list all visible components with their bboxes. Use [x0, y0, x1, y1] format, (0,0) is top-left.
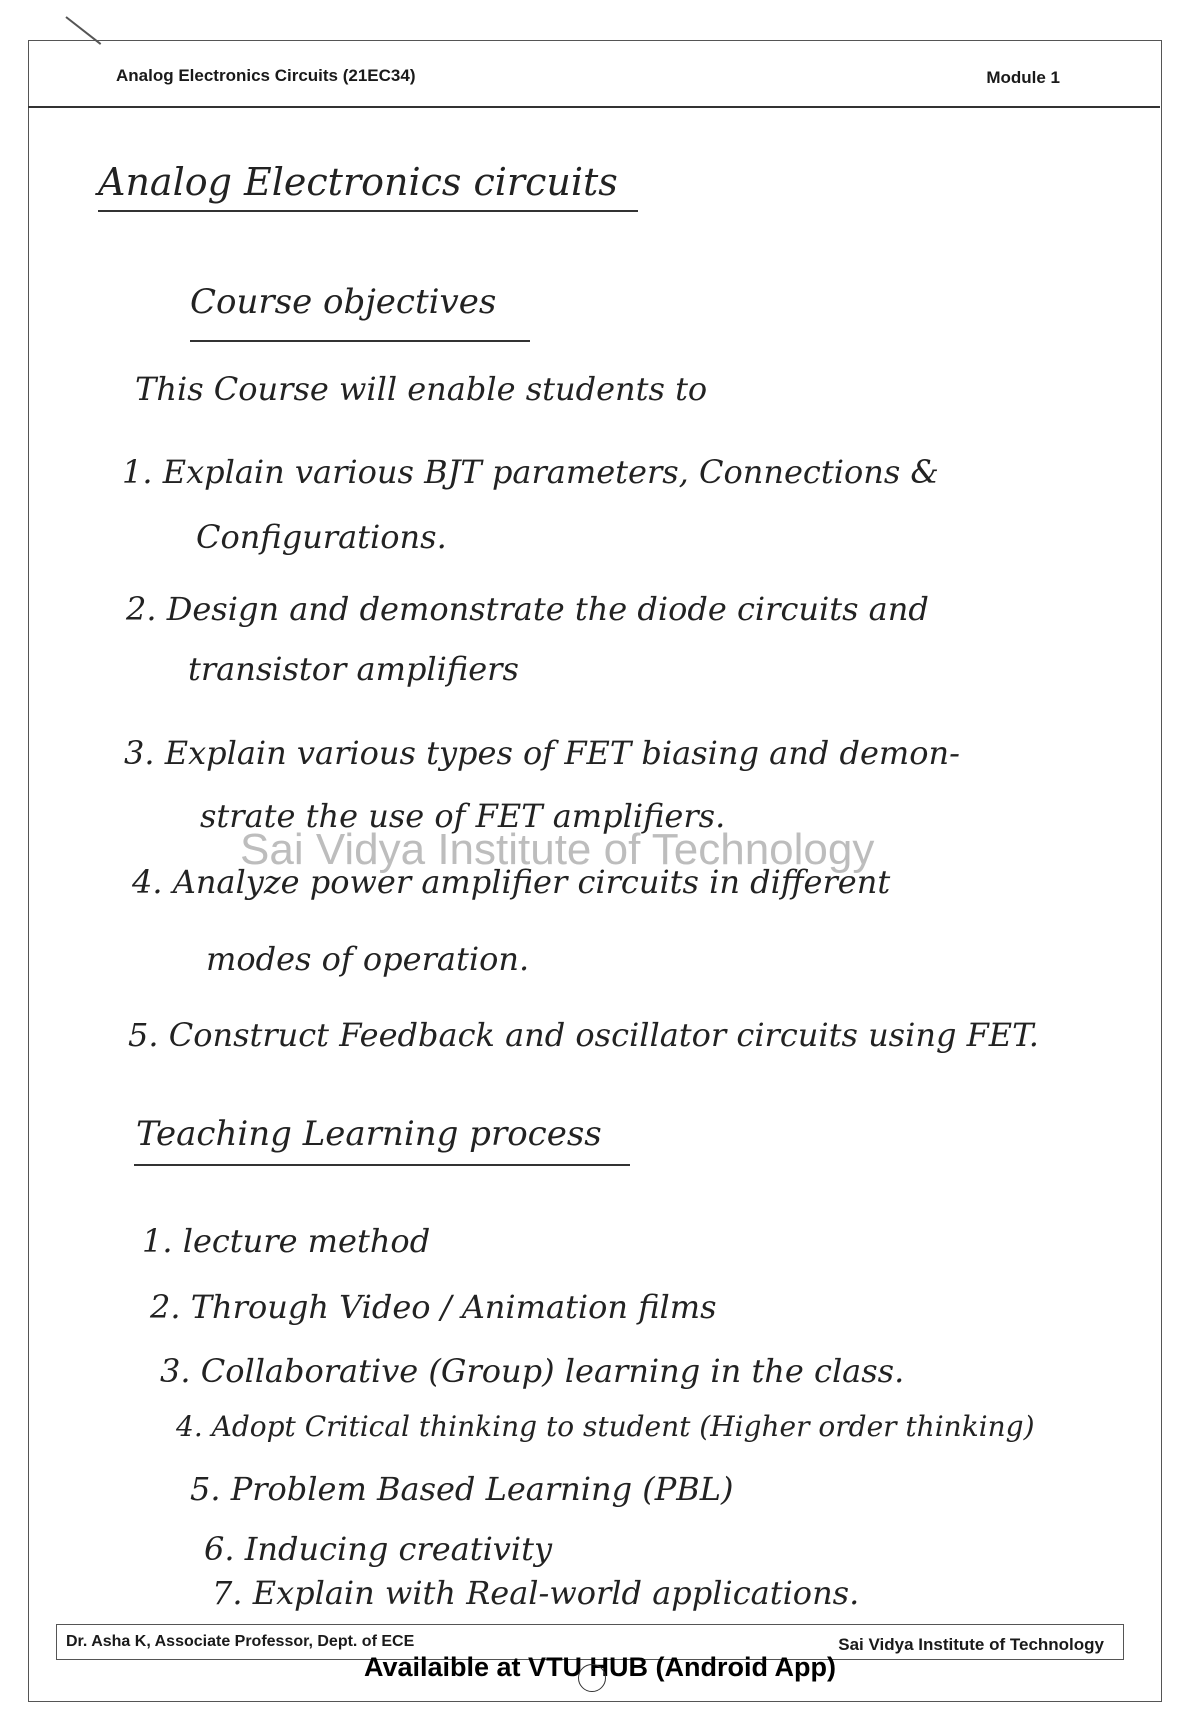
- availability-banner: Availaible at VTU HUB (Android App): [363, 1652, 836, 1682]
- objective-4-line-2: modes of operation.: [206, 940, 530, 978]
- watermark: Sai Vidya Institute of Technology: [240, 825, 875, 874]
- teaching-heading: Teaching Learning process: [136, 1114, 602, 1154]
- teaching-item-1: 1. lecture method: [142, 1222, 431, 1260]
- page-title: Analog Electronics circuits: [98, 160, 618, 204]
- course-objectives-heading: Course objectives: [190, 282, 497, 322]
- header-course-title: Analog Electronics Circuits (21EC34): [116, 66, 416, 85]
- teaching-item-2: 2. Through Video / Animation films: [150, 1288, 717, 1326]
- page-number-circle: [578, 1664, 606, 1692]
- teaching-item-4: 4. Adopt Critical thinking to student (Higher order thinking): [176, 1410, 1035, 1443]
- teaching-item-6: 6. Inducing creativity: [204, 1530, 553, 1568]
- teaching-underline: [134, 1164, 630, 1166]
- objective-3-line-2: strate the use of FET amplifiers.: [200, 797, 726, 835]
- teaching-item-3: 3. Collaborative (Group) learning in the class.: [160, 1352, 905, 1390]
- objective-1-line-1: 1. Explain various BJT parameters, Connections &: [122, 453, 939, 491]
- objective-2-line-2: transistor amplifiers: [188, 650, 519, 688]
- title-underline: [98, 210, 638, 212]
- objective-5: 5. Construct Feedback and oscillator circuits using FET.: [128, 1016, 1039, 1054]
- header-divider: [28, 106, 1160, 108]
- footer-author: Dr. Asha K, Associate Professor, Dept. of ECE: [66, 1633, 415, 1650]
- objective-3-line-1: 3. Explain various types of FET biasing and demon-: [124, 734, 960, 772]
- objective-1-line-2: Configurations.: [196, 518, 447, 556]
- objectives-underline: [190, 340, 530, 342]
- teaching-item-5: 5. Problem Based Learning (PBL): [190, 1470, 734, 1508]
- header-module: Module 1: [986, 68, 1060, 87]
- teaching-item-7: 7. Explain with Real-world applications.: [212, 1574, 860, 1612]
- objective-4-line-1: 4. Analyze power amplifier circuits in different: [132, 863, 891, 901]
- objective-2-line-1: 2. Design and demonstrate the diode circuits and: [126, 590, 929, 628]
- objectives-intro: This Course will enable students to: [135, 370, 708, 408]
- footer-institute: Sai Vidya Institute of Technology: [838, 1635, 1104, 1654]
